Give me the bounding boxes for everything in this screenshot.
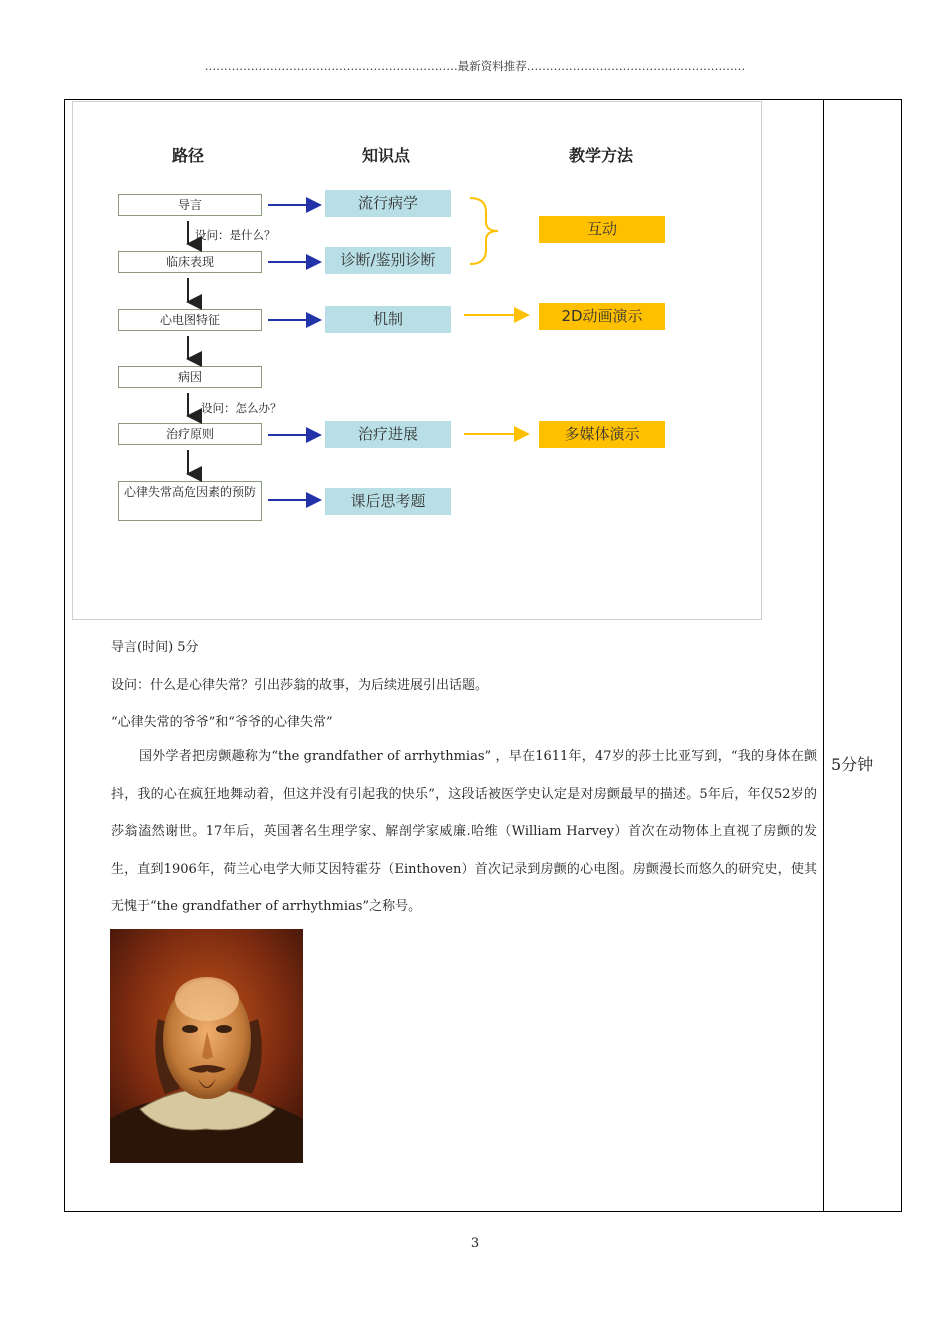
knowledge-homework: 课后思考题	[325, 488, 451, 515]
page-number: 3	[470, 1236, 480, 1251]
heading-path: 路径	[172, 146, 205, 165]
question-line: 设问：什么是心律失常？引出莎翁的故事，为后续进展引出话题。	[111, 678, 489, 693]
path-step-intro: 导言	[118, 194, 262, 216]
path-step-cause: 病因	[118, 366, 262, 388]
path-step-prevention: 心律失常高危因素的预防	[118, 481, 262, 521]
bracket-brace	[470, 198, 498, 264]
story-paragraph: 国外学者把房颤趣称为“the grandfather of arrhythmias” ，早在1611年，47岁的莎士比亚写到，“我的身体在颤抖，我的心在疯狂地舞动着，但这并没有引起我的快乐”，这段话被医学史认定是对房颤最早的描述。5年后，年仅52岁的莎翁溘然谢世。17年后，英国著名生理学家、解剖学家威廉.哈维（William Harvey）首次在动物体上直视了房颤的发生，直到1906年，荷兰心电学大师艾因特霍芬（Einthoven）首次记录到房颤的心电图。房颤漫长而悠久的研究史，使其无愧于“the grandfather of arrhythmias”之称号。	[111, 749, 817, 914]
method-interaction: 互动	[539, 216, 665, 243]
heading-method: 教学方法	[569, 146, 634, 165]
time-cell: 5分钟	[831, 755, 874, 774]
question-how: 设问：怎么办？	[201, 401, 282, 415]
shakespeare-portrait	[110, 929, 303, 1163]
knowledge-diagnosis: 诊断/鉴别诊断	[325, 247, 451, 274]
question-what: 设问：是什么？	[195, 228, 276, 242]
knowledge-epidemiology: 流行病学	[325, 190, 451, 217]
path-step-clinical: 临床表现	[118, 251, 262, 273]
heading-knowledge: 知识点	[362, 146, 411, 165]
path-step-treatment: 治疗原则	[118, 423, 262, 445]
path-step-ecg: 心电图特征	[118, 309, 262, 331]
intro-line: 导言(时间) 5分	[111, 640, 199, 655]
knowledge-mechanism: 机制	[325, 306, 451, 333]
subtitle-line: “心律失常的爷爷”和“爷爷的心律失常”	[111, 715, 333, 730]
method-2d-animation: 2D动画演示	[539, 303, 665, 330]
page-header: …………………………………………………………最新资料推荐…………………………………………………	[204, 59, 746, 73]
method-multimedia: 多媒体演示	[539, 421, 665, 448]
knowledge-treatment-progress: 治疗进展	[325, 421, 451, 448]
